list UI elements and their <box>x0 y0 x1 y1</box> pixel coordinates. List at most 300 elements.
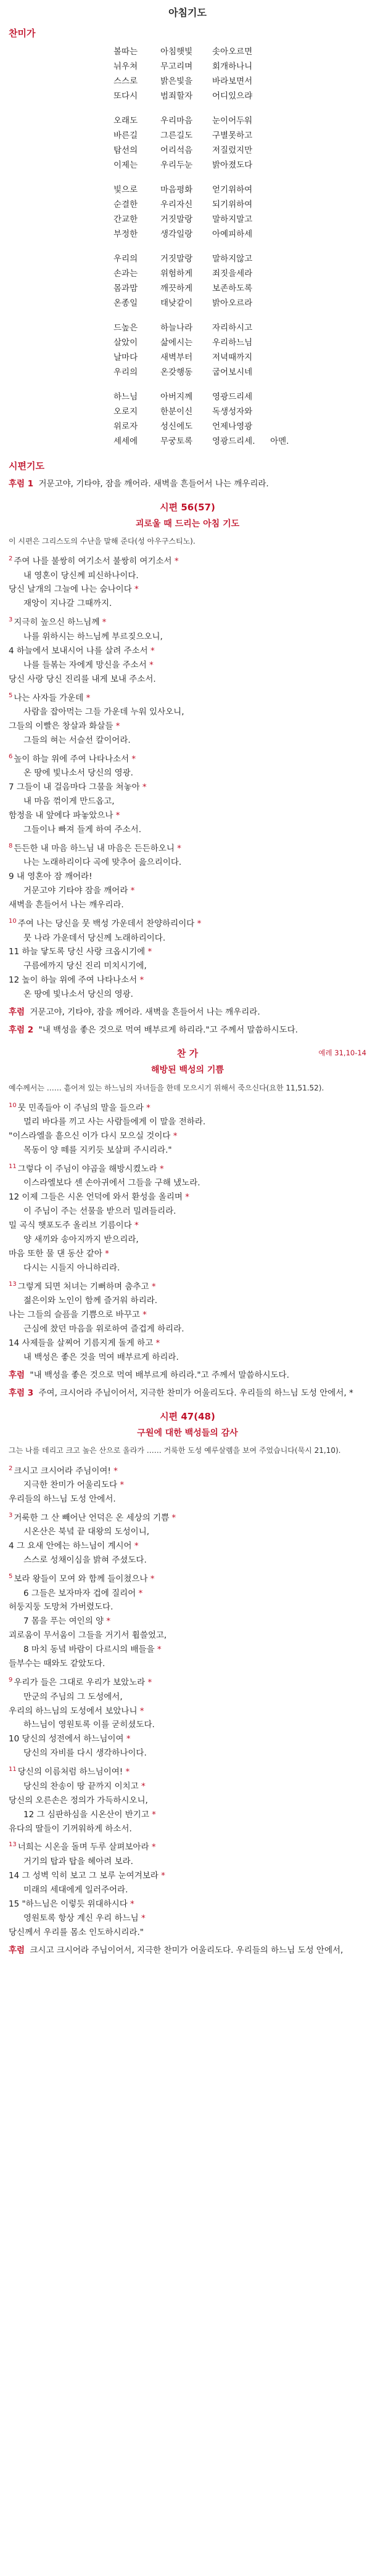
verse-line-row <box>9 1883 366 1897</box>
verse-line-row <box>9 1161 366 1176</box>
verse-number: 13 <box>9 1841 17 1849</box>
hymn-word: 무고리며 <box>160 61 193 72</box>
verse-line: 12 높이 하늘 위에 주여 나타나소서 * <box>9 975 144 986</box>
asterisk-mark: * <box>120 1479 125 1490</box>
verse-line-row <box>9 780 366 795</box>
verse-block <box>9 1571 366 1671</box>
verse-line-row <box>9 898 366 912</box>
hymn-word: 아예피하세 <box>212 229 253 239</box>
hymn-word: 영광드리세 <box>212 391 253 402</box>
verse-line: 온 땅에 빛나소서 당신의 영광. <box>23 768 133 779</box>
verse-block <box>9 1100 366 1158</box>
verse-line-row <box>9 931 366 946</box>
antiphon-3-repeat-text: 크시고 크시어라 주님이어서, 지극한 찬미가 어울리도다. 우리들의 하느님 도성 안에서, <box>30 1945 344 1955</box>
verse-block <box>9 1279 366 1365</box>
verse-number: 5 <box>9 692 13 699</box>
verse-line-row <box>9 569 366 583</box>
verse-line: 보라 왕들이 모여 와 함께 들이쳤으나 * <box>14 1574 155 1584</box>
hymn-word: 아버지께 <box>160 391 193 402</box>
hymn-word: 부정한 <box>113 229 138 239</box>
antiphon-2-repeat-text: "내 백성을 좋은 것으로 먹여 배부르게 하리라."고 주께서 말씀하시도다. <box>30 1370 289 1381</box>
antiphon-1-repeat-tag: 후렴 <box>9 1007 25 1018</box>
hymn-word: 날마다 <box>113 352 138 362</box>
verse-line: 나를 위하시는 하느님께 부르짖으오니, <box>23 631 163 642</box>
verse-line: 당신 날개의 그늘에 나는 숨나이다 * <box>9 584 139 595</box>
verse-block <box>9 1161 366 1275</box>
hymn-word: 어리석음 <box>160 145 193 155</box>
asterisk-mark: * <box>134 584 139 595</box>
verse-line-row <box>9 1510 366 1525</box>
hymn-word: 바라보면서 <box>212 76 253 86</box>
hymn-word: 우리하느님 <box>212 337 253 348</box>
verse-line: 주여 나는 당신을 뭇 백성 가운데서 찬양하리이다 * <box>17 918 202 929</box>
psalm-2-note: 그는 나를 데리고 크고 높은 산으로 올라가 …… 거룩한 도성 예루살렘을 보여 주었습니다(묵시 21,10). <box>9 1446 341 1455</box>
psalm-1-note: 이 시편은 그리스도의 수난을 말해 준다(성 아우구스티노). <box>9 536 196 546</box>
hymn-word: 범죄할자 <box>160 91 193 101</box>
verse-line: 괴로움이 무서움이 그들을 거기서 휩쓸었고, <box>9 1630 167 1641</box>
verse-line: 지극히 높으신 하느님께 * <box>14 617 107 628</box>
verse-line-row <box>9 884 366 898</box>
verse-line: 내 마음 꺾이게 만드옵고, <box>23 796 115 807</box>
verse-line-row <box>9 1690 366 1704</box>
hymn-word: 우리두눈 <box>160 160 193 170</box>
hymn-word: 밝아졌도다 <box>212 160 253 170</box>
verse-line-row <box>9 1643 366 1657</box>
canticle-reference: 예레 31,10-14 <box>318 1049 366 1058</box>
antiphon-1-repeat-text: 거문고야, 기타야, 잠을 깨어라. 새벽을 흔들어서 나는 깨우리라. <box>30 1007 260 1018</box>
verse-line-row <box>9 1247 366 1261</box>
antiphon-3-repeat <box>9 1944 366 1958</box>
verse-line-row <box>9 945 366 959</box>
hymn-stanza <box>113 321 366 380</box>
asterisk-mark: * <box>125 1767 130 1777</box>
hymn-word: 독생성자와 <box>212 406 253 417</box>
verse-line-row <box>9 1190 366 1204</box>
asterisk-mark: * <box>150 645 155 656</box>
canticle-heading <box>9 1046 366 1061</box>
verse-line-row <box>9 1478 366 1492</box>
verse-line-row <box>9 690 366 705</box>
verse-line: 4 그 요새 안에는 하느님이 계시어 * <box>9 1541 139 1552</box>
verse-block <box>9 1764 366 1836</box>
verse-line: 7 몸을 푸는 여인의 양 * <box>23 1616 111 1627</box>
verse-line: 지극한 찬미가 어울리도다 * <box>23 1479 125 1490</box>
verse-line-row <box>9 973 366 987</box>
hymn-word: 온갖행동 <box>160 367 193 377</box>
verse-line-row <box>9 1912 366 1926</box>
hymn-word: 오로지 <box>113 406 138 417</box>
asterisk-mark: * <box>151 1842 156 1852</box>
verse-line-row <box>9 1115 366 1129</box>
page-title: 아침기도 <box>168 7 207 18</box>
verse-line-row <box>9 1732 366 1746</box>
verse-number: 9 <box>9 1677 13 1684</box>
hymn-stanza <box>113 251 366 311</box>
verse-line-row <box>9 1539 366 1553</box>
hymn-word: 회개하나니 <box>212 61 253 72</box>
hymn-word: 그른길도 <box>160 130 193 141</box>
verse-line-row <box>9 1336 366 1351</box>
hymn-word: 하늘나라 <box>160 322 193 333</box>
verse-line-row <box>9 1704 366 1719</box>
verse-line: 당신의 오른손은 정의가 가득하시오니, <box>9 1795 148 1805</box>
asterisk-mark: * <box>146 1103 150 1113</box>
verse-line: 그들이나 빠져 들게 하여 주소서. <box>23 824 141 835</box>
hymn-word: 구별못하고 <box>212 130 253 141</box>
verse-line: 뭇 민족들아 이 주님의 말을 들으라 * <box>17 1103 150 1113</box>
verse-line: 영원토록 항상 계신 우리 하느님 * <box>23 1913 146 1923</box>
antiphon-2-tag: 후렴 2 <box>9 1025 34 1036</box>
hymn-word: 온종일 <box>113 298 138 308</box>
verse-number: 8 <box>9 842 13 849</box>
canticle-heading-text: 찬 가 <box>176 1048 199 1060</box>
asterisk-mark: * <box>115 811 120 821</box>
verse-line: 구름에까지 당신 진리 미치시기에, <box>23 961 147 971</box>
asterisk-mark: * <box>185 1192 189 1203</box>
verse-line-row <box>9 630 366 644</box>
verse-line: 당신의 찬송이 땅 끝까지 이치고 * <box>23 1781 146 1791</box>
verse-line: 6 그들은 보자마자 겁에 질리어 * <box>23 1588 143 1598</box>
hymn-word: 오래도 <box>113 115 138 126</box>
hymn-word: 밝은빛을 <box>160 76 193 86</box>
verse-line-row <box>9 959 366 973</box>
verse-line: 높이 하늘 위에 주여 나타나소서 * <box>14 754 136 764</box>
verse-line-row <box>9 1780 366 1794</box>
asterisk-mark: * <box>141 1781 146 1791</box>
verse-line-row <box>9 1587 366 1601</box>
verse-line-row <box>9 1322 366 1336</box>
verse-line: 15 "하느님은 이렇듯 위대하시다 * <box>9 1899 134 1909</box>
verse-line-row <box>9 766 366 780</box>
verse-line: 함정을 내 앞에다 파놓았으나 * <box>9 811 120 821</box>
hymn-word: 손과는 <box>113 268 138 279</box>
verse-block <box>9 690 366 748</box>
verse-line: 당신께서 우리를 몸소 인도하시리라." <box>9 1927 144 1937</box>
verse-block <box>9 554 366 611</box>
amen: 아멘. <box>270 436 289 446</box>
verse-line: 너희는 시온을 돌며 두루 살펴보아라 * <box>17 1842 156 1852</box>
verse-line: 주여 나를 불쌍히 여기소서 불쌍히 여기소서 * <box>14 556 179 566</box>
asterisk-mark: * <box>151 1282 156 1292</box>
verse-line-row <box>9 673 366 687</box>
canticle-title: 해방된 백성의 기쁨 <box>151 1065 224 1076</box>
verse-line: 양 새끼와 송아지까지 받으리라, <box>23 1235 139 1245</box>
verse-line-row <box>9 705 366 719</box>
hymn-word: 탐선의 <box>113 145 138 155</box>
asterisk-mark: * <box>138 1588 143 1598</box>
hymn-word: 성신에도 <box>160 421 193 431</box>
psalm-2-title: 구원에 대한 백성들의 감사 <box>137 1428 238 1438</box>
hymn-word: 눈이어두워 <box>212 115 253 126</box>
hymn-word: 이제는 <box>113 160 138 170</box>
verse-line: 뭇 나라 가운데서 당신께 노래하리이다. <box>23 933 166 943</box>
asterisk-mark: * <box>147 947 152 957</box>
verse-number: 2 <box>9 555 13 563</box>
verse-line: 그렇게 되면 처녀는 기뻐하며 춤추고 * <box>17 1282 156 1292</box>
verse-line: 하느님이 영원토록 이를 굳히셨도다. <box>23 1720 155 1730</box>
verse-line: 마음 또한 물 댄 동산 같아 * <box>9 1249 109 1259</box>
verse-line: 12 이제 그들은 시온 언덕에 와서 환성을 올리며 * <box>9 1192 189 1203</box>
verse-line-row <box>9 1294 366 1308</box>
verse-line-row <box>9 1463 366 1478</box>
verse-line: 그렇다 이 주님이 야곱을 해방시켰노라 * <box>17 1164 164 1174</box>
verse-line-row <box>9 809 366 823</box>
hymn-stanza <box>113 182 366 242</box>
verse-number: 11 <box>9 1163 17 1170</box>
hymn-word: 위험하게 <box>160 268 193 279</box>
asterisk-mark: * <box>147 1677 152 1688</box>
asterisk-mark: * <box>177 843 181 854</box>
verse-line: 크시고 크시어라 주님이여! * <box>14 1466 118 1476</box>
verse-line-row <box>9 1808 366 1822</box>
verse-number: 10 <box>9 1102 17 1109</box>
verse-line: 만군의 주님의 그 도성에서, <box>23 1691 123 1702</box>
hymn-word: 아침햇빛 <box>160 46 193 57</box>
verse-line: 11 하늘 닿도록 당신 사랑 크옵시기에 * <box>9 947 152 957</box>
verse-line-row <box>9 1308 366 1322</box>
verse-line: 미래의 세대에게 일러주어라. <box>23 1884 128 1895</box>
hymn-word: 어디있으랴 <box>212 91 253 101</box>
verse-line: 12 그 심판하심을 시온산이 반기고 * <box>23 1809 156 1820</box>
hymn-word: 하느님 <box>113 391 138 402</box>
verse-line: 목동이 양 떼를 지키듯 보살펴 주시리라." <box>23 1145 172 1155</box>
verse-line-row <box>9 1855 366 1869</box>
verse-line-row <box>9 1657 366 1671</box>
hymn-word: 말하지말고 <box>212 214 253 224</box>
verse-line-row <box>9 1233 366 1247</box>
antiphon-2-repeat-tag: 후렴 <box>9 1370 25 1381</box>
verse-line: 나를 들볶는 자에게 망신을 주소서 * <box>23 660 154 670</box>
verse-line: 우리의 하느님의 도성에서 보았나니 * <box>9 1706 144 1716</box>
verse-line-row <box>9 719 366 734</box>
verse-line-row <box>9 1794 366 1808</box>
verse-line-row <box>9 1176 366 1190</box>
verse-number: 6 <box>9 753 13 760</box>
antiphon-3-repeat-tag: 후렴 <box>9 1945 25 1955</box>
verse-block <box>9 1463 366 1507</box>
verse-line-row <box>9 1764 366 1779</box>
hymn-word: 또다시 <box>113 91 138 101</box>
asterisk-mark: * <box>149 660 154 670</box>
verse-line: 당신의 이름처럼 하느님이여! * <box>17 1767 130 1777</box>
verse-line: 나는 노래하리이다 곡에 맞추어 읊으리이다. <box>23 857 182 868</box>
hymn-word: 우리의 <box>113 367 138 377</box>
asterisk-mark: * <box>126 1734 131 1744</box>
hymn-word: 살았이 <box>113 337 138 348</box>
hymn-word: 마음평화 <box>160 184 193 195</box>
hymn-word: 태낮같이 <box>160 298 193 308</box>
asterisk-mark: * <box>150 1574 155 1584</box>
verse-line-row <box>9 1525 366 1539</box>
verse-line: 거기의 탑과 탑을 헤아려 보라. <box>23 1856 133 1867</box>
hymn-word: 거짓말랑 <box>160 214 193 224</box>
asterisk-mark: * <box>197 918 202 929</box>
canticle-note: 예수께서는 …… 흩어져 있는 하느님의 자녀들을 한데 모으시기 위해서 죽으신다(요한 11,51.52). <box>9 1083 324 1092</box>
verse-line-row <box>9 870 366 884</box>
antiphon-1-repeat <box>9 1005 366 1020</box>
verse-number: 11 <box>9 1766 17 1773</box>
hymn-word: 밝아오르라 <box>212 298 253 308</box>
hymn-stanza <box>113 113 366 173</box>
verse-line-row <box>9 1869 366 1883</box>
asterisk-mark: * <box>157 1645 162 1655</box>
verse-line: 당신 사랑 당신 진리를 내게 보내 주소서. <box>9 674 156 684</box>
verse-line: 내 영혼이 당신께 피신하나이다. <box>23 570 139 581</box>
asterisk-mark: * <box>102 617 107 628</box>
verse-line: 멀리 바다를 끼고 사는 사람들에게 이 말을 전하라. <box>23 1117 206 1127</box>
verse-line-row <box>9 658 366 673</box>
antiphon-3-text: 주여, 크시어라 주님이어서, 지극한 찬미가 어울리도다. 우리들의 하느님 도성 안에서, * <box>38 1388 353 1398</box>
asterisk-mark: * <box>115 721 120 731</box>
hymn-stanza <box>113 44 366 104</box>
asterisk-mark: * <box>105 1249 109 1259</box>
hymn-word: 무궁토록 <box>160 436 193 446</box>
psalm-2-verses <box>9 1463 366 1940</box>
hymn-word: 스스로 <box>113 76 138 86</box>
verse-block <box>9 1675 366 1760</box>
hymn-word: 굽어보시네 <box>212 367 253 377</box>
verse-line: 당신의 자비를 다시 생각하나이다. <box>23 1748 147 1759</box>
verse-line: 밀 곡식 햇포도주 올리브 기름이다 * <box>9 1221 139 1231</box>
verse-line-row <box>9 1600 366 1614</box>
asterisk-mark: * <box>152 1809 156 1820</box>
verse-line-row <box>9 615 366 629</box>
hymn-word: 바른길 <box>113 130 138 141</box>
verse-number: 3 <box>9 1511 13 1519</box>
asterisk-mark: * <box>139 1706 144 1716</box>
verse-line-row <box>9 1822 366 1836</box>
hymn-word: 거짓말랑 <box>160 253 193 264</box>
hymn-word: 우리의 <box>113 253 138 264</box>
verse-block <box>9 1839 366 1939</box>
verse-number: 2 <box>9 1465 13 1472</box>
hymn-word: 저녁때까지 <box>212 352 253 362</box>
verse-line: 이 주님이 주는 선물을 받으러 밀려들리라. <box>23 1206 176 1217</box>
verse-line-row <box>9 1629 366 1643</box>
psalm-2-number: 시편 47(48) <box>160 1410 215 1422</box>
asterisk-mark: * <box>159 1164 164 1174</box>
hymn-word: 삶에시는 <box>160 337 193 348</box>
verse-line: 젊은이와 노인이 함께 즐거워 하리라. <box>23 1296 158 1306</box>
verse-line-row <box>9 1492 366 1507</box>
verse-line-row <box>9 1718 366 1732</box>
hymn-word: 위로자 <box>113 421 138 431</box>
verse-line-row <box>9 823 366 837</box>
antiphon-3-tag: 후렴 3 <box>9 1388 34 1398</box>
verse-line-row <box>9 1897 366 1912</box>
verse-number: 10 <box>9 918 17 925</box>
verse-line-row <box>9 751 366 766</box>
verse-line-row <box>9 554 366 568</box>
verse-line-row <box>9 1100 366 1115</box>
asterisk-mark: * <box>130 886 135 896</box>
verse-line: 이스라엘보다 센 손아귀에서 그들을 구해 냈노라. <box>23 1178 200 1188</box>
hymn-word: 죄짓을세라 <box>212 268 253 279</box>
verse-line: 거문고야 기타야 잠을 깨어라 * <box>23 886 135 896</box>
asterisk-mark: * <box>106 1616 111 1627</box>
verse-line: "이스라엘을 흩으신 이가 다시 모으실 것이다 * <box>9 1131 178 1142</box>
hymn-word: 말하지않고 <box>212 253 253 264</box>
psalmody-heading: 시편기도 <box>9 460 44 472</box>
verse-line-row <box>9 856 366 870</box>
canticle-verses <box>9 1100 366 1365</box>
verse-line: 내 백성은 좋은 것을 먹여 배부르게 하리라. <box>23 1352 179 1363</box>
verse-number: 13 <box>9 1280 17 1288</box>
hymn-body <box>9 44 366 449</box>
verse-line-row <box>9 734 366 748</box>
verse-line: 새벽을 흔들어서 나는 깨우리라. <box>9 900 124 910</box>
hymn-word: 볼따는 <box>113 46 138 57</box>
hymn-word: 보존하도록 <box>212 283 253 293</box>
hymn-word: 얻기위하여 <box>212 184 253 195</box>
asterisk-mark: * <box>155 1338 160 1349</box>
verse-line-row <box>9 583 366 597</box>
verse-line: 시온산은 북녘 끝 대왕의 도성이니, <box>23 1527 150 1537</box>
asterisk-mark: * <box>171 1513 176 1523</box>
verse-line: 그들의 이빨은 창살과 화살들 * <box>9 721 120 731</box>
verse-line: 14 사제들을 살찌어 기름지게 돌게 하고 * <box>9 1338 160 1349</box>
antiphon-3 <box>9 1386 366 1400</box>
asterisk-mark: * <box>161 1870 165 1881</box>
verse-block <box>9 751 366 837</box>
antiphon-1 <box>9 477 366 491</box>
asterisk-mark: * <box>173 1131 178 1142</box>
verse-line-row <box>9 1351 366 1365</box>
verse-line-row <box>9 1571 366 1586</box>
verse-line: 우리가 들은 그대로 우리가 보았노라 * <box>14 1677 152 1688</box>
verse-line-row <box>9 1129 366 1143</box>
asterisk-mark: * <box>113 1466 118 1476</box>
antiphon-1-text: 거문고야, 기타야, 잠을 깨어라. 새벽을 흔들어서 나는 깨우리라. <box>38 478 269 489</box>
hymn-word: 우리자신 <box>160 199 193 210</box>
verse-number: 3 <box>9 616 13 624</box>
verse-number: 5 <box>9 1573 13 1580</box>
verse-line-row <box>9 1204 366 1219</box>
verse-line: 9 내 영혼아 잠 깨어라! <box>9 872 93 882</box>
verse-line: 다시는 시들지 아니하리라. <box>23 1263 120 1273</box>
asterisk-mark: * <box>142 1310 147 1320</box>
verse-block <box>9 916 366 1002</box>
hymn-word: 저질렀지만 <box>212 145 253 155</box>
hymn-word: 자리하시고 <box>212 322 253 333</box>
hymn-word: 세세에 <box>113 436 138 446</box>
verse-line-row <box>9 1614 366 1629</box>
verse-line: 온 땅에 빛나소서 당신의 영광. <box>23 989 133 1000</box>
asterisk-mark: * <box>86 693 91 703</box>
psalm-1-verses <box>9 554 366 1002</box>
psalm-1-title: 괴로울 때 드리는 아침 기도 <box>135 518 240 529</box>
verse-line: 나는 사자들 가운데 * <box>14 693 91 703</box>
hymn-word: 우리마음 <box>160 115 193 126</box>
hymn-word: 깨끗하게 <box>160 283 193 293</box>
hymn-heading: 찬미가 <box>9 27 36 39</box>
hymn-word: 몸과맘 <box>113 283 138 293</box>
hymn-stanza <box>113 390 366 449</box>
hymn-word: 솟아오르면 <box>212 46 253 57</box>
hymn-word: 영광드리세. 아멘. <box>212 436 289 446</box>
asterisk-mark: * <box>139 975 144 986</box>
verse-line: 나는 그들의 슬픔을 기쁨으로 바꾸고 * <box>9 1310 147 1320</box>
hymn-word: 간교한 <box>113 214 138 224</box>
verse-line-row <box>9 916 366 931</box>
verse-line: 들부수는 때와도 같았도다. <box>9 1659 105 1669</box>
verse-line: 4 하늘에서 보내시어 나를 살려 주소서 * <box>9 645 155 656</box>
verse-block <box>9 615 366 686</box>
verse-line-row <box>9 841 366 856</box>
verse-block <box>9 841 366 912</box>
verse-line: 우리들의 하느님 도성 안에서. <box>9 1494 116 1504</box>
verse-line-row <box>9 1279 366 1294</box>
